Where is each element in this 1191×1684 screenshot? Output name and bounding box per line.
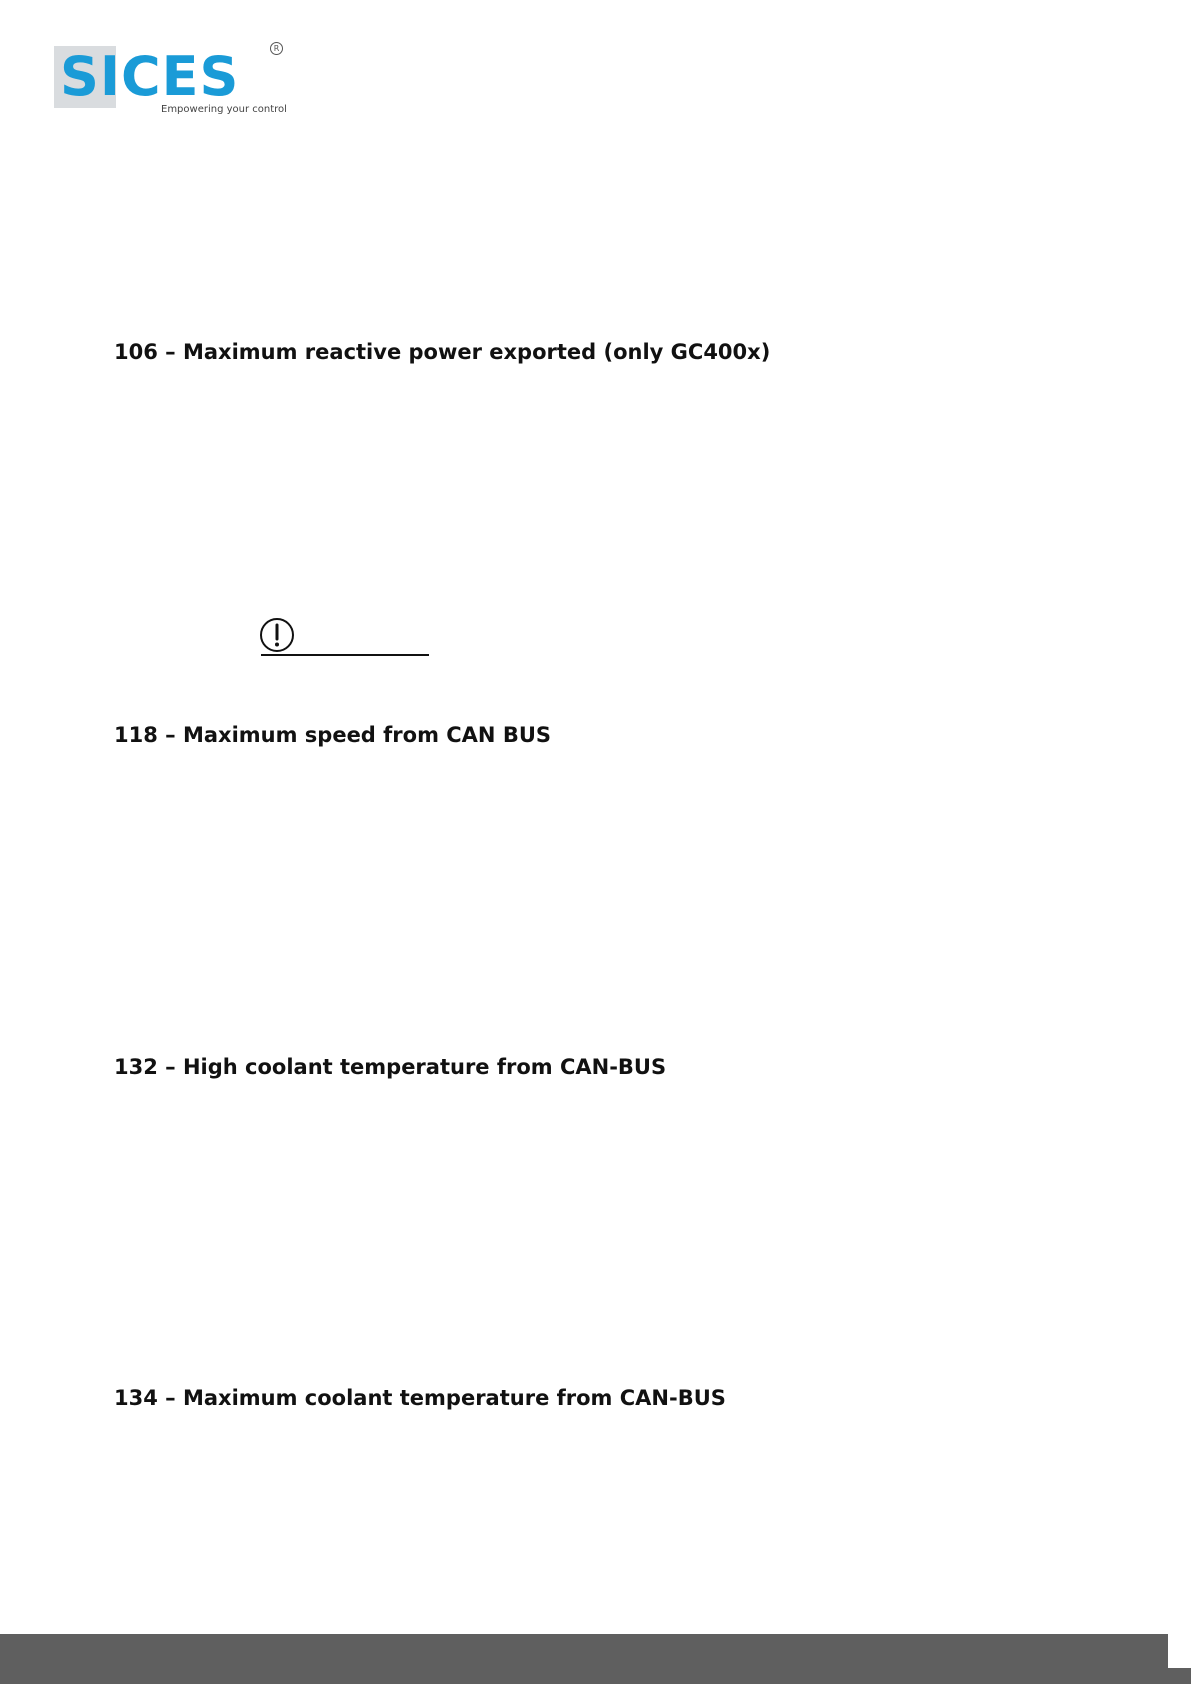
registered-trademark-icon: R	[270, 42, 283, 55]
footer-page-tab	[1168, 1634, 1191, 1668]
section-heading-106: 106 – Maximum reactive power exported (only GC400x)	[114, 340, 771, 364]
note-underline	[261, 654, 429, 656]
exclamation-circle-icon	[259, 617, 295, 653]
section-heading-134: 134 – Maximum coolant temperature from CAN-BUS	[114, 1386, 726, 1410]
footer-bar	[0, 1634, 1191, 1684]
sices-logo	[54, 44, 286, 120]
logo-wordmark: SICES	[60, 45, 240, 108]
logo-tagline: Empowering your control	[161, 104, 287, 115]
section-heading-132: 132 – High coolant temperature from CAN-BUS	[114, 1055, 667, 1079]
section-heading-118: 118 – Maximum speed from CAN BUS	[114, 723, 552, 747]
